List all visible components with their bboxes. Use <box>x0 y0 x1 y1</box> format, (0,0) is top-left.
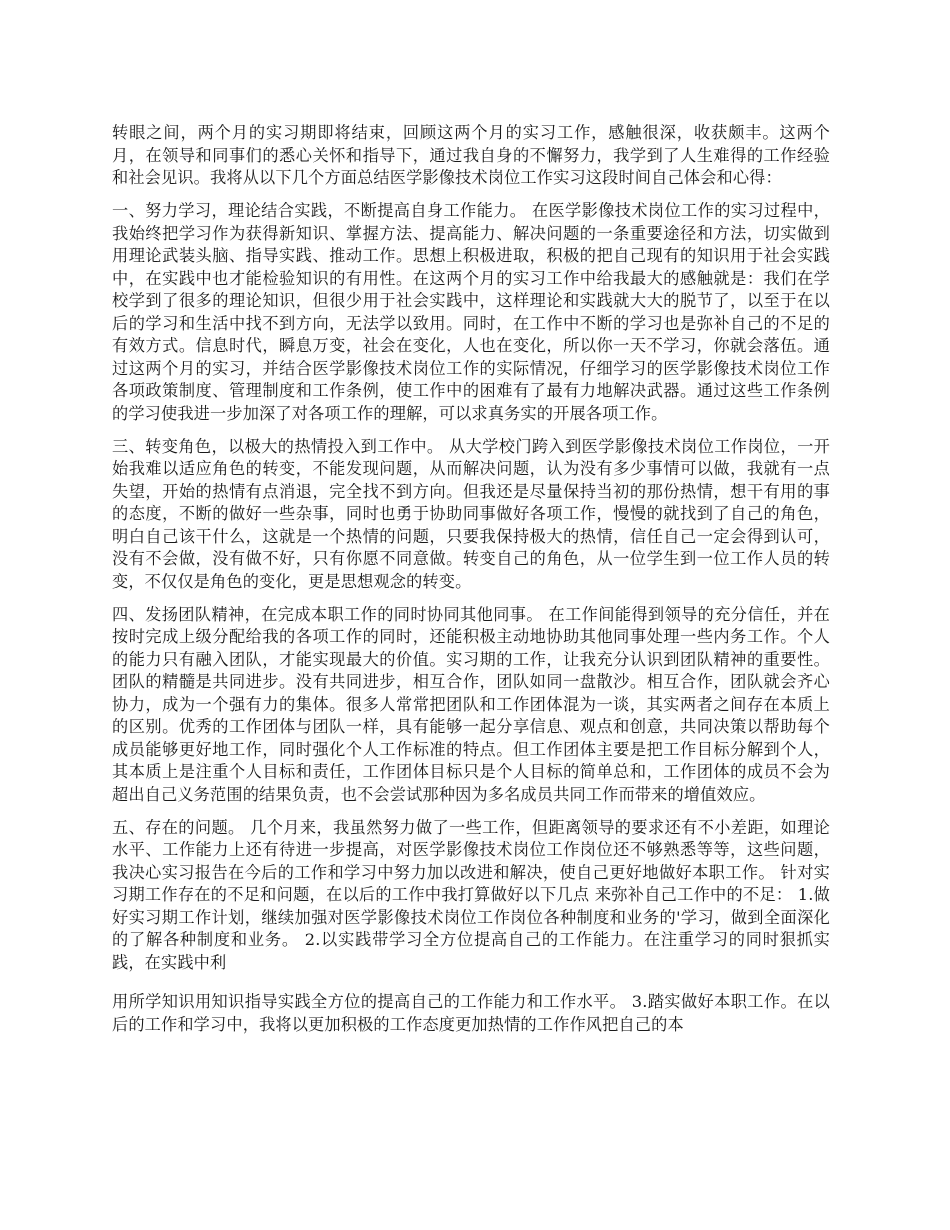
section-team-paragraph: 四、发扬团队精神，在完成本职工作的同时协同其他同事。 在工作间能得到领导的充分信任，并在按时完成上级分配给我的各项工作的同时，还能积极主动地协助其他同事处理一些内务工作。个人的能力只有融入团队，才能实现最大的价值。实习期的工作，让我充分认识到团队精神的重要性。 团队的精髓是共同进步。没有共同进步，相互合作，团队如同一盘散沙。相互合作，团队就会齐心协力，成为一个强有力的集体。很多人常常把团队和工作团体混为一谈，其实两者之间存在本质上的区别。优秀的工作团体与团队一样，具有能够一起分享信息、观点和创意，共同决策以帮助每个成员能够更好地工作，同时强化个人工作标准的特点。但工作团体主要是把工作目标分解到个人，其本质上是注重个人目标和责任，工作团体目标只是个人目标的简单总和，工作团体的成员不会为超出自己义务范围的结果负责，也不会尝试那种因为多名成员共同工作而带来的增值效应。 <box>112 604 830 804</box>
intro-paragraph: 转眼之间，两个月的实习期即将结束，回顾这两个月的实习工作，感触很深，收获颇丰。这两个月，在领导和同事们的悉心关怀和指导下，通过我自身的不懈努力，我学到了人生难得的工作经验和社会见识。我将从以下几个方面总结医学影像技术岗位工作实习这段时间自己体会和心得： <box>112 123 830 187</box>
section-role-paragraph: 三、转变角色，以极大的热情投入到工作中。 从大学校门跨入到医学影像技术岗位工作岗位，一开始我难以适应角色的转变，不能发现问题，从而解决问题，认为没有多少事情可以做，我就有一点失望，开始的热情有点消退，完全找不到方向。但我还是尽量保持当初的那份热情，想干有用的事的态度，不断的做好一些杂事，同时也勇于协助同事做好各项工作，慢慢的就找到了自己的角色，明白自己该干什么，这就是一个热情的问题，只要我保持极大的热情，信任自己一定会得到认可，没有不会做，没有做不好，只有你愿不同意做。转变自己的角色，从一位学生到一位工作人员的转变，不仅仅是角色的变化，更是思想观念的转变。 <box>112 436 830 591</box>
continuation-paragraph: 用所学知识用知识指导实践全方位的提高自己的工作能力和工作水平。 3.踏实做好本职工作。在以后的工作和学习中，我将以更加积极的工作态度更加热情的工作作风把自己的本 <box>112 992 830 1034</box>
document-body <box>112 122 830 1036</box>
section-study-paragraph: 一、努力学习，理论结合实践，不断提高自身工作能力。 在医学影像技术岗位工作的实习过程中，我始终把学习作为获得新知识、掌握方法、提高能力、解决问题的一条重要途径和方法，切实做到用理论武装头脑、指导实践、推动工作。思想上积极进取，积极的把自己现有的知识用于社会实践中，在实践中也才能检验知识的有用性。在这两个月的实习工作中给我最大的感触就是：我们在学校学到了很多的理论知识，但很少用于社会实践中，这样理论和实践就大大的脱节了，以至于在以后的学习和生活中找不到方向，无法学以致用。同时，在工作中不断的学习也是弥补自己的不足的有效方式。信息时代，瞬息万变，社会在变化，人也在变化，所以你一天不学习，你就会落伍。通过这两个月的实习，并结合医学影像技术岗位工作的实际情况，仔细学习的医学影像技术岗位工作各项政策制度、管理制度和工作条例，使工作中的困难有了最有力地解决武器。通过这些工作条例的学习使我进一步加深了对各项工作的理解，可以求真务实的开展各项工作。 <box>112 201 830 423</box>
section-problems-paragraph: 五、存在的问题。 几个月来，我虽然努力做了一些工作，但距离领导的要求还有不小差距，如理论水平、工作能力上还有待进一步提高，对医学影像技术岗位工作岗位还不够熟悉等等，这些问题，我决心实习报告在今后的工作和学习中努力加以改进和解决，使自己更好地做好本职工作。 针对实习期工作存在的不足和问题，在以后的工作中我打算做好以下几点 来弥补自己工作中的不足： 1.做好实习期工作计划，继续加强对医学影像技术岗位工作岗位各种制度和业务的'学习，做到全面深化的了解各种制度和业务。 2.以实践带学习全方位提高自己的工作能力。在注重学习的同时狠抓实践，在实践中利 <box>112 817 830 972</box>
